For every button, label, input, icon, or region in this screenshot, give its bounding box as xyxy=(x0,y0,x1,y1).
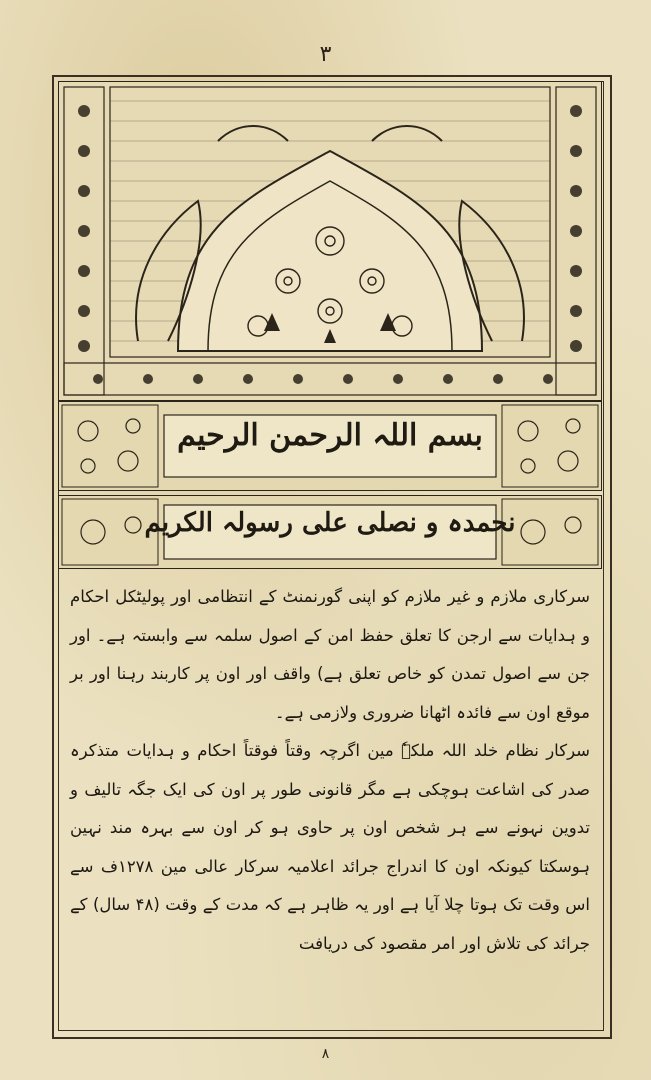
floral-arch-ornament xyxy=(58,81,602,401)
salutation-text: نحمدہ و نصلی علی رسولہ الکریم xyxy=(144,508,516,538)
paragraph-1: سرکاری ملازم و غیر ملازم کو اپنی گورنمنٹ کے انتظامی اور پولیٹکل احکام و ہدایات سے ارجن کا تعلق حفظ امن کے اصول سلمہ سے وابستہ ہے۔ اور جن سے اصول تمدن کو خاص تعلق ہے) واقف اور اون پر کاربند رہنا اور بر موقع اون سے فائدہ اٹھانا ضروری ولازمی ہے۔ xyxy=(70,587,590,722)
page-number: ۳ xyxy=(319,42,332,67)
bismillah-text: بسم اللہ الرحمن الرحیم xyxy=(177,418,483,453)
bottom-signature-mark: ۸ xyxy=(321,1046,330,1062)
paragraph-2: سرکار نظام خلد اللہ ملکہٗ مین اگرچہ وقتاً فوقتاً احکام و ہدایات متذکرہ صدر کی اشاعت ہوچکی ہے مگر قانونی طور پر اون کی ایک جگہ تالیف و تدوین نہونے سے ہر شخص اون پر حاوی ہو کر اون سے بہرہ مند نہین ہوسکتا کیونکہ اون کا اندراج جرائد اعلامیہ سرکار عالی مین ۱۲۷۸ف سے اس وقت تک ہوتا چلا آیا ہے اور یہ ظاہر ہے کہ مدت کے وقت (۴۸ سال) کے جرائد کی تلاش اور امر مقصود کی دریافت xyxy=(70,741,591,953)
body-text xyxy=(70,578,590,963)
